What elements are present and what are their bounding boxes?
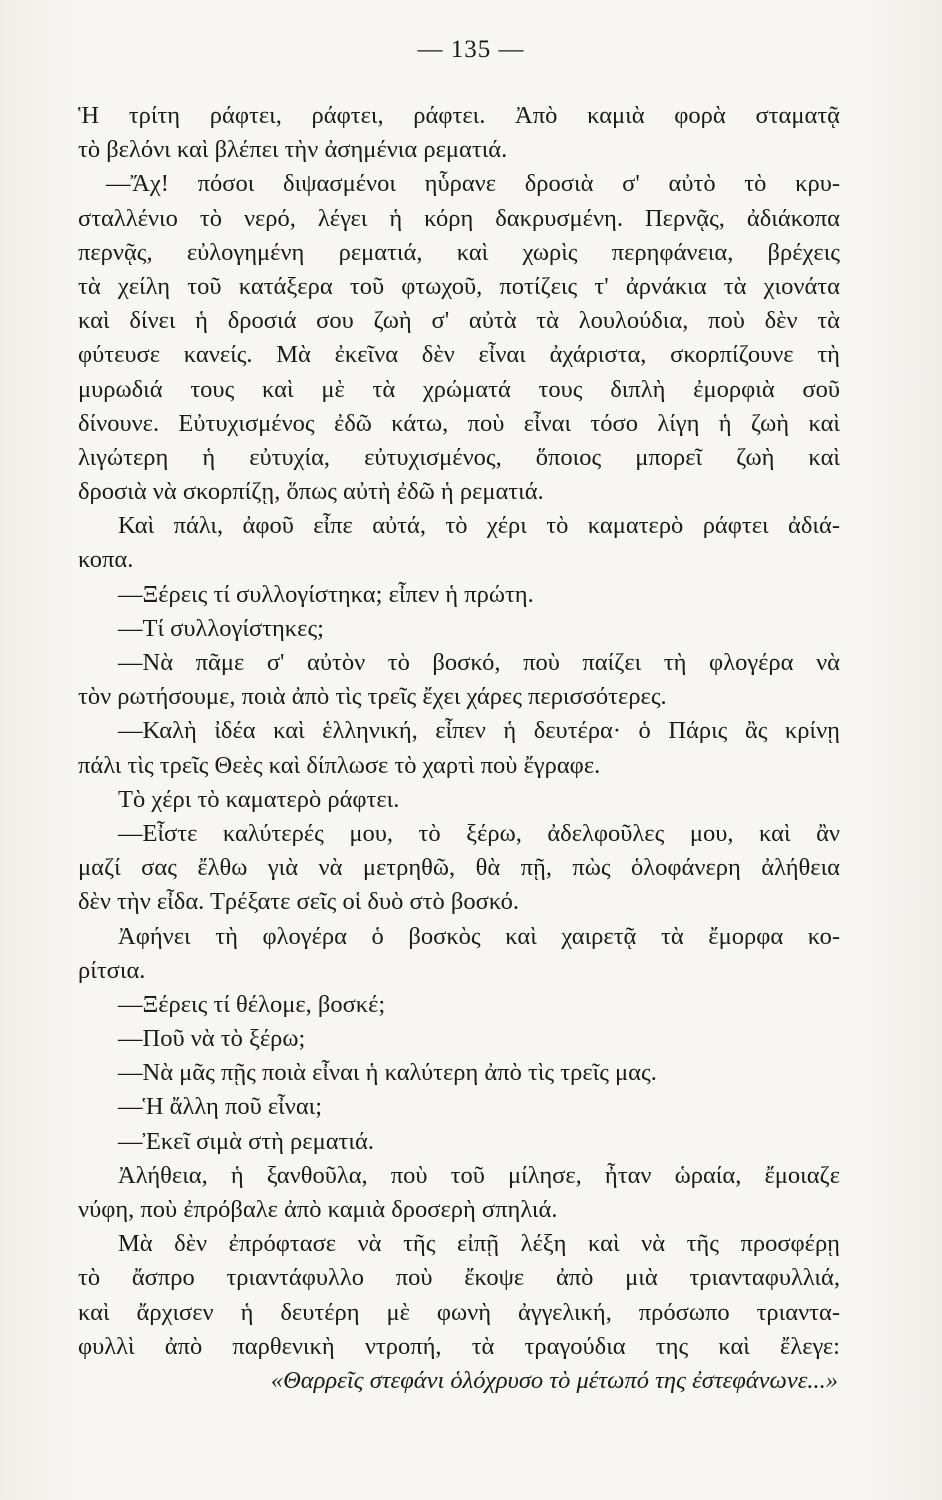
text-line: μυρωδιά τους καὶ μὲ τὰ χρώματά τους διπλὴ ἐμορφιὰ σοῦ [78, 375, 840, 403]
text-line: τὰ χείλη τοῦ κατάξερα τοῦ φτωχοῦ, ποτίζεις τ' ἀρνάκια τὰ χιονάτα [78, 272, 840, 300]
text-line: φύτευσε κανείς. Μὰ ἐκεῖνα δὲν εἶναι ἀχάριστα, σκορπίζουνε τὴ [78, 341, 840, 369]
text-line: τὸ ἄσπρο τριαντάφυλλο ποὺ ἔκοψε ἀπὸ μιὰ τριανταφυλλιά, [78, 1264, 840, 1292]
text-line: —Ἐκεῖ σιμὰ στὴ ρεματιά. [118, 1127, 374, 1155]
page-number: — 135 — [417, 36, 525, 63]
text-line: κοπα. [78, 546, 134, 574]
text-line: —Ἡ ἄλλη ποῦ εἶναι; [118, 1093, 323, 1121]
text-line: τὸν ρωτήσουμε, ποιὰ ἀπὸ τὶς τρεῖς ἔχει χάρες περισσότερες. [78, 683, 667, 711]
text-line: νύφη, ποὺ ἐπρόβαλε ἀπὸ καμιὰ δροσερὴ σπηλιά. [78, 1196, 558, 1223]
quote-line: «Θαρρεῖς στεφάνι ὁλόχρυσο τὸ μέτωπό της ἐστεφάνωνε...» [270, 1366, 838, 1394]
text-line: —Ξέρεις τί θέλομε, βοσκέ; [118, 990, 386, 1018]
text-line: περνᾷς, εὐλογημένη ρεματιά, καὶ χωρὶς περηφάνεια, βρέχεις [78, 238, 840, 266]
text-line: —Ἄχ! πόσοι διψασμένοι ηὗρανε δροσιὰ σ' αὐτὸ τὸ κρυ- [106, 170, 840, 198]
text-line: Μὰ δὲν ἐπρόφτασε νὰ τῆς εἰπῇ λέξη καὶ νὰ τῆς προσφέρῃ [118, 1230, 840, 1258]
text-line: Καὶ πάλι, ἀφοῦ εἶπε αὐτά, τὸ χέρι τὸ καματερὸ ράφτει ἀδιά- [118, 512, 840, 540]
text-line: Ἡ τρίτη ράφτει, ράφτει, ράφτει. Ἀπὸ καμιὰ φορὰ σταματᾷ [78, 102, 840, 129]
text-line: Ἀλήθεια, ἡ ξανθοῦλα, ποὺ τοῦ μίλησε, ἦταν ὡραία, ἔμοιαζε [118, 1161, 840, 1189]
text-line: μαζί σας ἔλθω γιὰ νὰ μετρηθῶ, θὰ πῇ, πὼς ὁλοφάνερη ἀλήθεια [78, 854, 840, 882]
text-line: φυλλὶ ἀπὸ παρθενικὴ ντροπή, τὰ τραγούδια της καὶ ἔλεγε: [78, 1332, 840, 1360]
text-line: πάλι τὶς τρεῖς Θεὲς καὶ δίπλωσε τὸ χαρτὶ ποὺ ἔγραφε. [78, 751, 601, 779]
text-line: σταλλένιο τὸ νερό, λέγει ἡ κόρη δακρυσμένη. Περνᾷς, ἀδιάκοπα [78, 204, 840, 232]
text-line: —Νὰ μᾶς πῇς ποιὰ εἶναι ἡ καλύτερη ἀπὸ τὶς τρεῖς μας. [118, 1059, 657, 1087]
text-line: δίνουνε. Εὐτυχισμένος ἐδῶ κάτω, ποὺ εἶναι τόσο λίγη ἡ ζωὴ καὶ [78, 409, 840, 437]
text-line: —Τί συλλογίστηκες; [118, 614, 324, 642]
text-line: καὶ ἄρχισεν ἡ δευτέρη μὲ φωνὴ ἀγγελική, πρόσωπο τριαντα- [78, 1298, 840, 1326]
text-line: Τὸ χέρι τὸ καματερὸ ράφτει. [118, 785, 400, 813]
text-line: —Ξέρεις τί συλλογίστηκα; εἶπεν ἡ πρώτη. [118, 580, 534, 608]
text-line: καὶ δίνει ἡ δροσιά σου ζωὴ σ' αὐτὰ τὰ λουλούδια, ποὺ δὲν τὰ [78, 307, 840, 335]
text-line: λιγώτερη ἡ εὐτυχία, εὐτυχισμένος, ὅποιος μπορεῖ ζωὴ καὶ [78, 443, 840, 471]
text-line: τὸ βελόνι καὶ βλέπει τὴν ἀσημένια ρεματιά. [78, 136, 508, 164]
text-line: —Νὰ πᾶμε σ' αὐτὸν τὸ βοσκό, ποὺ παίζει τὴ φλογέρα νὰ [118, 649, 840, 676]
text-line: δροσιὰ νὰ σκορπίζῃ, ὅπως αὐτὴ ἐδῶ ἡ ρεματιά. [78, 478, 544, 506]
text-line: —Εἶστε καλύτερές μου, τὸ ξέρω, ἀδελφοῦλες μου, καὶ ἂν [118, 819, 840, 847]
text-line: —Ποῦ νὰ τὸ ξέρω; [118, 1025, 306, 1053]
text-line: Ἀφήνει τὴ φλογέρα ὁ βοσκὸς καὶ χαιρετᾷ τὰ ἔμορφα κο- [118, 922, 840, 950]
page-text [78, 99, 840, 1398]
text-line: —Καλὴ ἰδέα καὶ ἑλληνική, εἶπεν ἡ δευτέρα· ὁ Πάρις ἂς κρίνῃ [118, 717, 840, 745]
text-line: δὲν τὴν εἶδα. Τρέξατε σεῖς οἱ δυὸ στὸ βοσκό. [78, 888, 520, 916]
text-line: ρίτσια. [78, 956, 146, 984]
